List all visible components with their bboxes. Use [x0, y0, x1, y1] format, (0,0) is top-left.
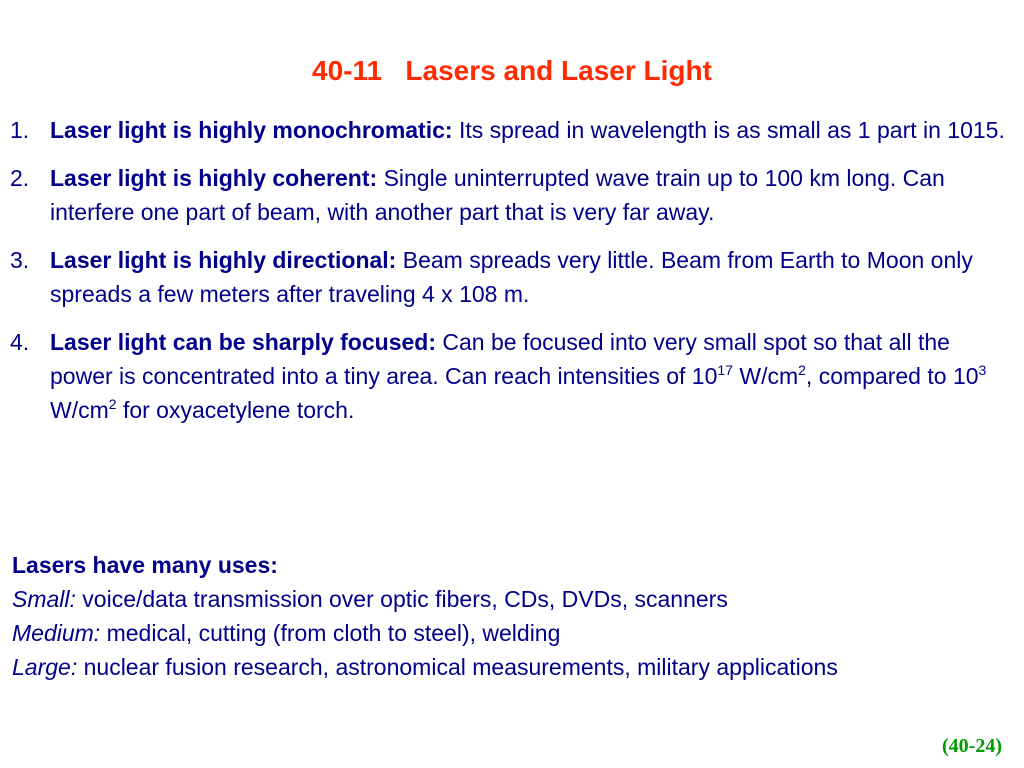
- exponent: 2: [108, 396, 117, 412]
- use-category: Large:: [12, 654, 78, 680]
- point-text-part: W/cm: [50, 397, 109, 423]
- uses-heading: Lasers have many uses:: [12, 552, 278, 578]
- point-text-part: Can be focused into very small spot so that all the power is concentrated into a tiny area. Can reach intensities of 10: [50, 329, 950, 389]
- use-category: Medium:: [12, 620, 101, 646]
- exponent: 17: [717, 362, 733, 378]
- use-text: nuclear fusion research, astronomical measurements, military applications: [83, 654, 838, 680]
- use-item-medium: [12, 616, 1012, 650]
- exponent: 3: [978, 362, 987, 378]
- list-number: 4.: [10, 329, 30, 355]
- list-number: 1.: [10, 117, 30, 143]
- list-number: 3.: [10, 247, 30, 273]
- uses-section: [12, 548, 1012, 684]
- point-text-part: W/cm: [732, 363, 799, 389]
- use-item-small: [12, 582, 1012, 616]
- property-list: [10, 113, 1015, 441]
- list-item-directional: [10, 243, 1015, 311]
- point-text-part: , compared to 10: [805, 363, 979, 389]
- list-item-monochromatic: [10, 113, 1015, 147]
- point-heading: Laser light is highly monochromatic:: [50, 117, 453, 143]
- point-text-part: for oxyacetylene torch.: [116, 397, 355, 423]
- use-text: medical, cutting (from cloth to steel), welding: [106, 620, 561, 646]
- point-text: Its spread in wavelength is as small as 1 part in 1015.: [458, 117, 1005, 143]
- use-category: Small:: [12, 586, 76, 612]
- point-heading: Laser light is highly coherent:: [50, 165, 378, 191]
- slide-title: 40-11 Lasers and Laser Light: [312, 55, 712, 86]
- point-heading: Laser light can be sharply focused:: [50, 329, 436, 355]
- point-text: Beam spreads very little. Beam from Earth to Moon only spreads a few meters after traveling 4 x 108 m.: [50, 247, 973, 307]
- list-item-coherent: [10, 161, 1015, 229]
- exponent: 2: [798, 362, 806, 378]
- point-heading: Laser light is highly directional:: [50, 247, 397, 273]
- use-item-large: [12, 650, 1012, 684]
- list-number: 2.: [10, 165, 30, 191]
- point-text: Single uninterrupted wave train up to 100 km long. Can interfere one part of beam, with another part that is very far away.: [50, 165, 945, 225]
- use-text: voice/data transmission over optic fibers, CDs, DVDs, scanners: [82, 586, 728, 612]
- list-item-focused: [10, 325, 1015, 427]
- page-number: (40-24): [942, 735, 1002, 757]
